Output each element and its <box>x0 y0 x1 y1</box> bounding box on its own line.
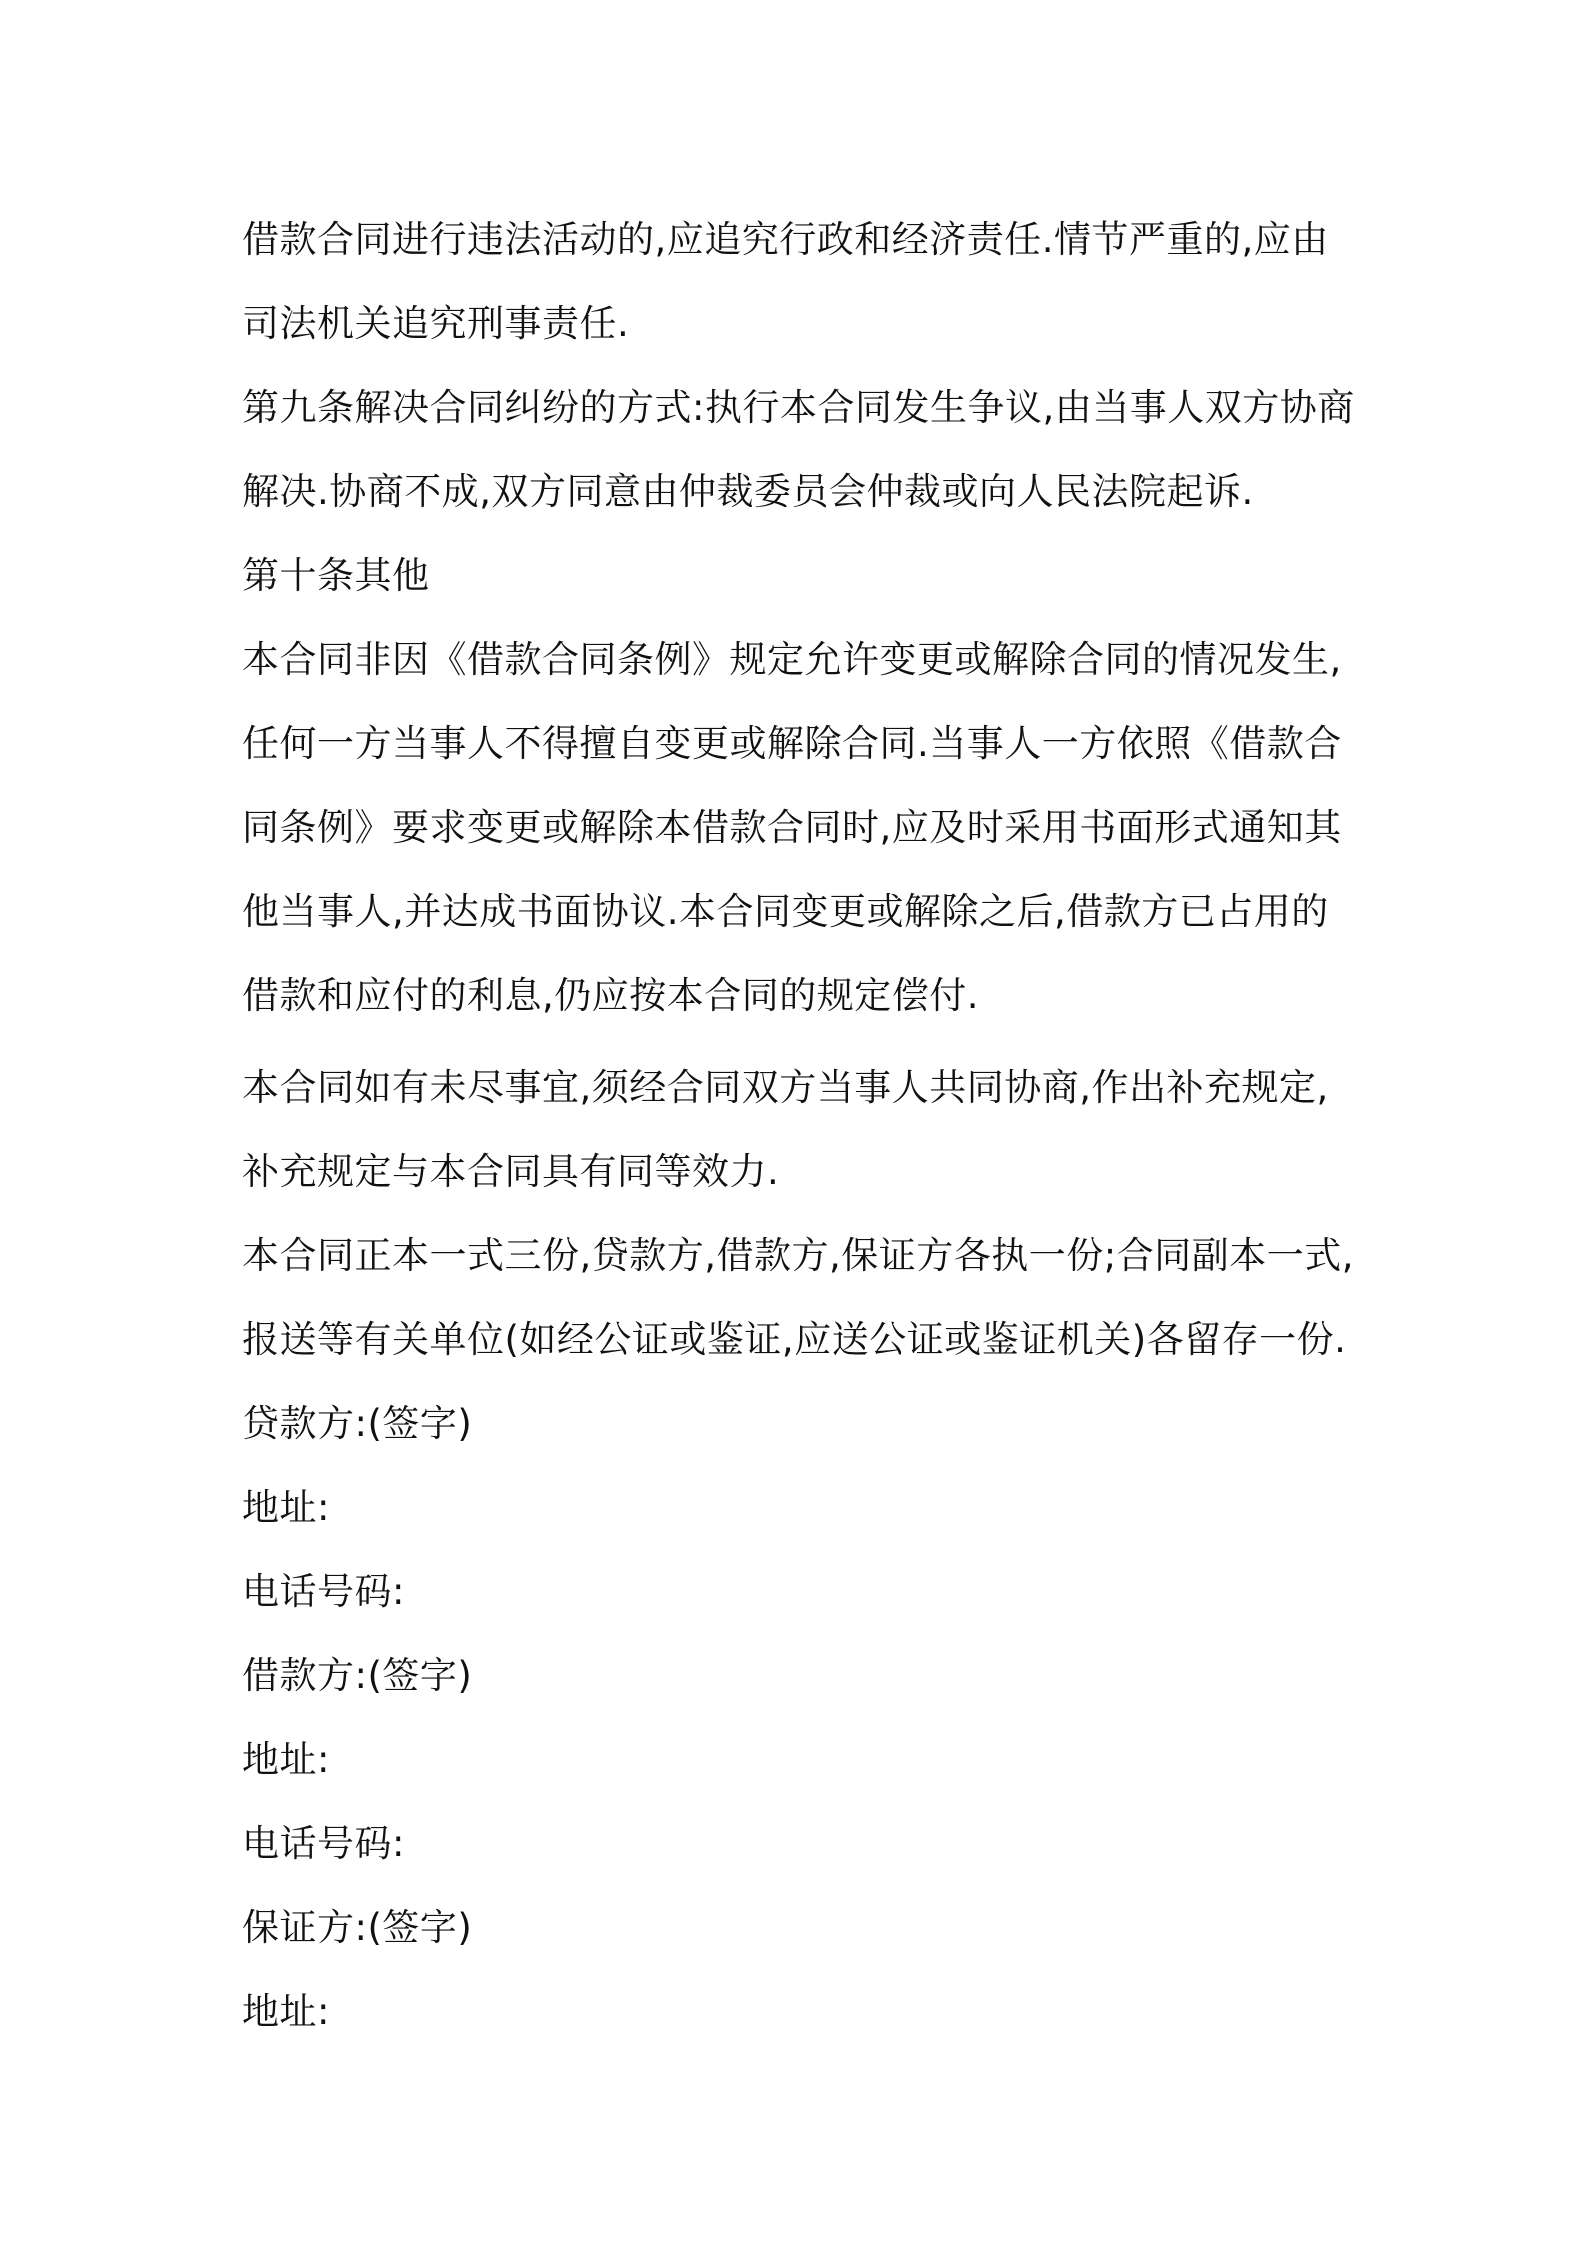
signature-party: 借款方:(签字) <box>242 1654 473 1697</box>
text-line: 他当事人,并达成书面协议.本合同变更或解除之后,借款方已占用的 <box>242 890 1329 933</box>
paragraph-supplementary <box>242 1046 1362 1214</box>
signature-party: 保证方:(签字) <box>242 1906 473 1949</box>
text-line: 司法机关追究刑事责任. <box>242 302 630 345</box>
text-line: 本合同正本一式三份,贷款方,借款方,保证方各执一份;合同副本一式, <box>242 1234 1355 1277</box>
signature-borrower <box>242 1634 1362 1886</box>
signature-party: 贷款方:(签字) <box>242 1402 473 1445</box>
paragraph-copies <box>242 1214 1362 1382</box>
document-content <box>242 198 1362 2054</box>
signature-address: 地址: <box>242 1990 330 2033</box>
text-line: 本合同非因《借款合同条例》规定允许变更或解除合同的情况发生, <box>242 638 1342 681</box>
paragraph-article-10-heading <box>242 534 1362 618</box>
signature-address: 地址: <box>242 1486 330 1529</box>
section-heading: 第十条其他 <box>242 554 430 597</box>
paragraph-change-termination <box>242 618 1362 1038</box>
paragraph-liability <box>242 198 1362 366</box>
text-line: 报送等有关单位(如经公证或鉴证,应送公证或鉴证机关)各留存一份. <box>242 1318 1347 1361</box>
text-line: 解决.协商不成,双方同意由仲裁委员会仲裁或向人民法院起诉. <box>242 470 1254 513</box>
signature-lender <box>242 1382 1362 1634</box>
text-line: 本合同如有未尽事宜,须经合同双方当事人共同协商,作出补充规定, <box>242 1066 1329 1109</box>
text-line: 借款和应付的利息,仍应按本合同的规定偿付. <box>242 974 980 1017</box>
signature-phone: 电话号码: <box>242 1822 405 1865</box>
text-line: 补充规定与本合同具有同等效力. <box>242 1150 780 1193</box>
text-line: 任何一方当事人不得擅自变更或解除合同.当事人一方依照《借款合 <box>242 722 1342 765</box>
text-line: 同条例》要求变更或解除本借款合同时,应及时采用书面形式通知其 <box>242 806 1342 849</box>
signature-address: 地址: <box>242 1738 330 1781</box>
paragraph-article-9 <box>242 366 1362 534</box>
signature-phone: 电话号码: <box>242 1570 405 1613</box>
text-line: 借款合同进行违法活动的,应追究行政和经济责任.情节严重的,应由 <box>242 218 1329 261</box>
text-line: 第九条解决合同纠纷的方式:执行本合同发生争议,由当事人双方协商 <box>242 386 1355 429</box>
signature-guarantor <box>242 1886 1362 2054</box>
